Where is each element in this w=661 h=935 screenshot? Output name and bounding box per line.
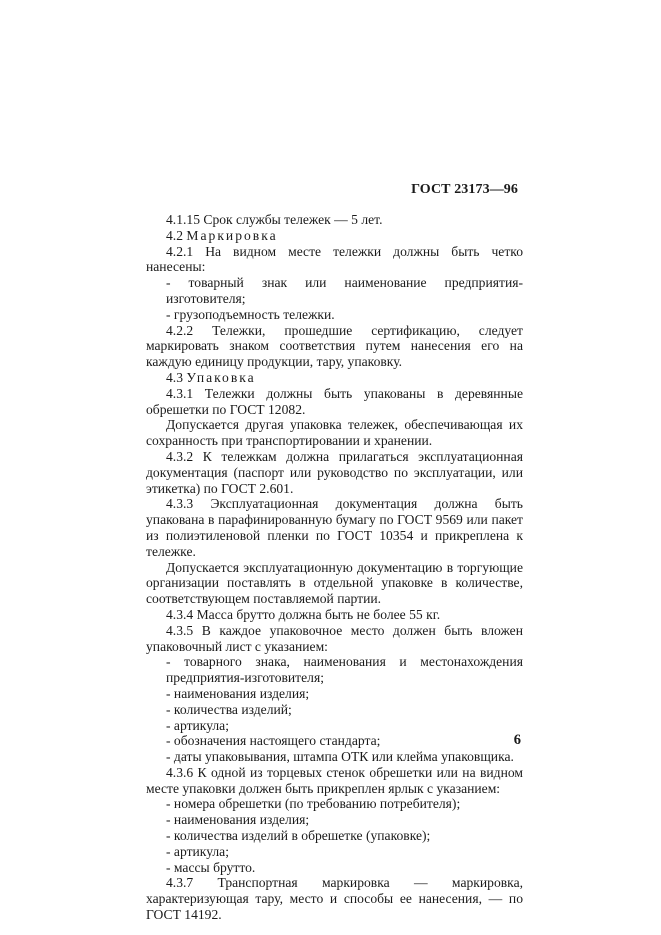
list-item: - массы брутто. — [166, 859, 256, 875]
list-item: - номера обрешетки (по требованию потребителя); — [166, 796, 461, 812]
paragraph: 4.3.6 К одной из торцевых стенок обрешетки или на видном месте упаковки должен быть прикреплен ярлык с указанием: — [146, 764, 523, 796]
list-item: - товарного знака, наименования и местонахождения предприятия-изготовителя; — [166, 654, 523, 686]
paragraph: 4.3.5 В каждое упаковочное место должен быть вложен упаковочный лист с указанием: — [146, 622, 523, 654]
section-heading — [146, 370, 523, 386]
list-item: - даты упаковывания, штампа ОТК или клейма упаковщика. — [166, 749, 514, 765]
document-code: ГОСТ 23173—96 — [411, 182, 518, 197]
paragraph: Допускается эксплуатационную документацию в торгующие организации поставлять в отдельной упаковке в количестве, соответствующем поставляемой партии. — [146, 559, 523, 607]
document-body — [146, 212, 523, 923]
section-number: 4.2 — [166, 227, 183, 243]
page-number: 6 — [513, 732, 521, 748]
paragraph: 4.2.1 На видном месте тележки должны быть четко нанесены: — [146, 243, 523, 275]
list-item: - артикула; — [166, 843, 229, 859]
paragraph: 4.3.4 Масса брутто должна быть не более 55 кг. — [166, 606, 441, 622]
list-item: - количества изделий; — [166, 701, 292, 717]
section-title: Маркировка — [186, 227, 278, 243]
paragraph: Допускается другая упаковка тележек, обеспечивающая их сохранность при транспортировании и хранении. — [146, 417, 523, 449]
paragraph: 4.3.1 Тележки должны быть упакованы в деревянные обрешетки по ГОСТ 12082. — [146, 385, 523, 417]
list-item: - наименования изделия; — [166, 812, 310, 828]
paragraph: 4.3.2 К тележкам должна прилагаться эксплуатационная документация (паспорт или руководство по эксплуатации, или этикетка) по ГОСТ 2.601. — [146, 448, 523, 496]
list-item: - наименования изделия; — [166, 685, 310, 701]
paragraph: 4.3.7 Транспортная маркировка — маркировка, характеризующая тару, место и способы ее нанесения, — по ГОСТ 14192. — [146, 875, 523, 923]
section-number: 4.3 — [166, 369, 183, 385]
list-item: - товарный знак или наименование предприятия-изготовителя; — [166, 275, 523, 306]
paragraph: 4.3.3 Эксплуатационная документация должна быть упакована в парафинированную бумагу по ГОСТ 9569 или пакет из полиэтиленовой пленки по ГОСТ 10354 и прикреплена к тележке. — [146, 496, 523, 559]
paragraph: 4.1.15 Срок службы тележек — 5 лет. — [166, 212, 383, 227]
paragraph: 4.2.2 Тележки, прошедшие сертификацию, следует маркировать знаком соответствия путем нанесения его на каждую единицу продукции, тару, упаковку. — [146, 322, 523, 370]
list-item: - грузоподъемность тележки. — [166, 306, 335, 322]
list-item: - артикула; — [166, 717, 229, 733]
section-heading — [146, 228, 523, 244]
list-item: - обозначения настоящего стандарта; — [166, 733, 381, 749]
list-item: - количества изделий в обрешетке (упаковке); — [166, 828, 431, 844]
section-title: Упаковка — [186, 369, 256, 385]
